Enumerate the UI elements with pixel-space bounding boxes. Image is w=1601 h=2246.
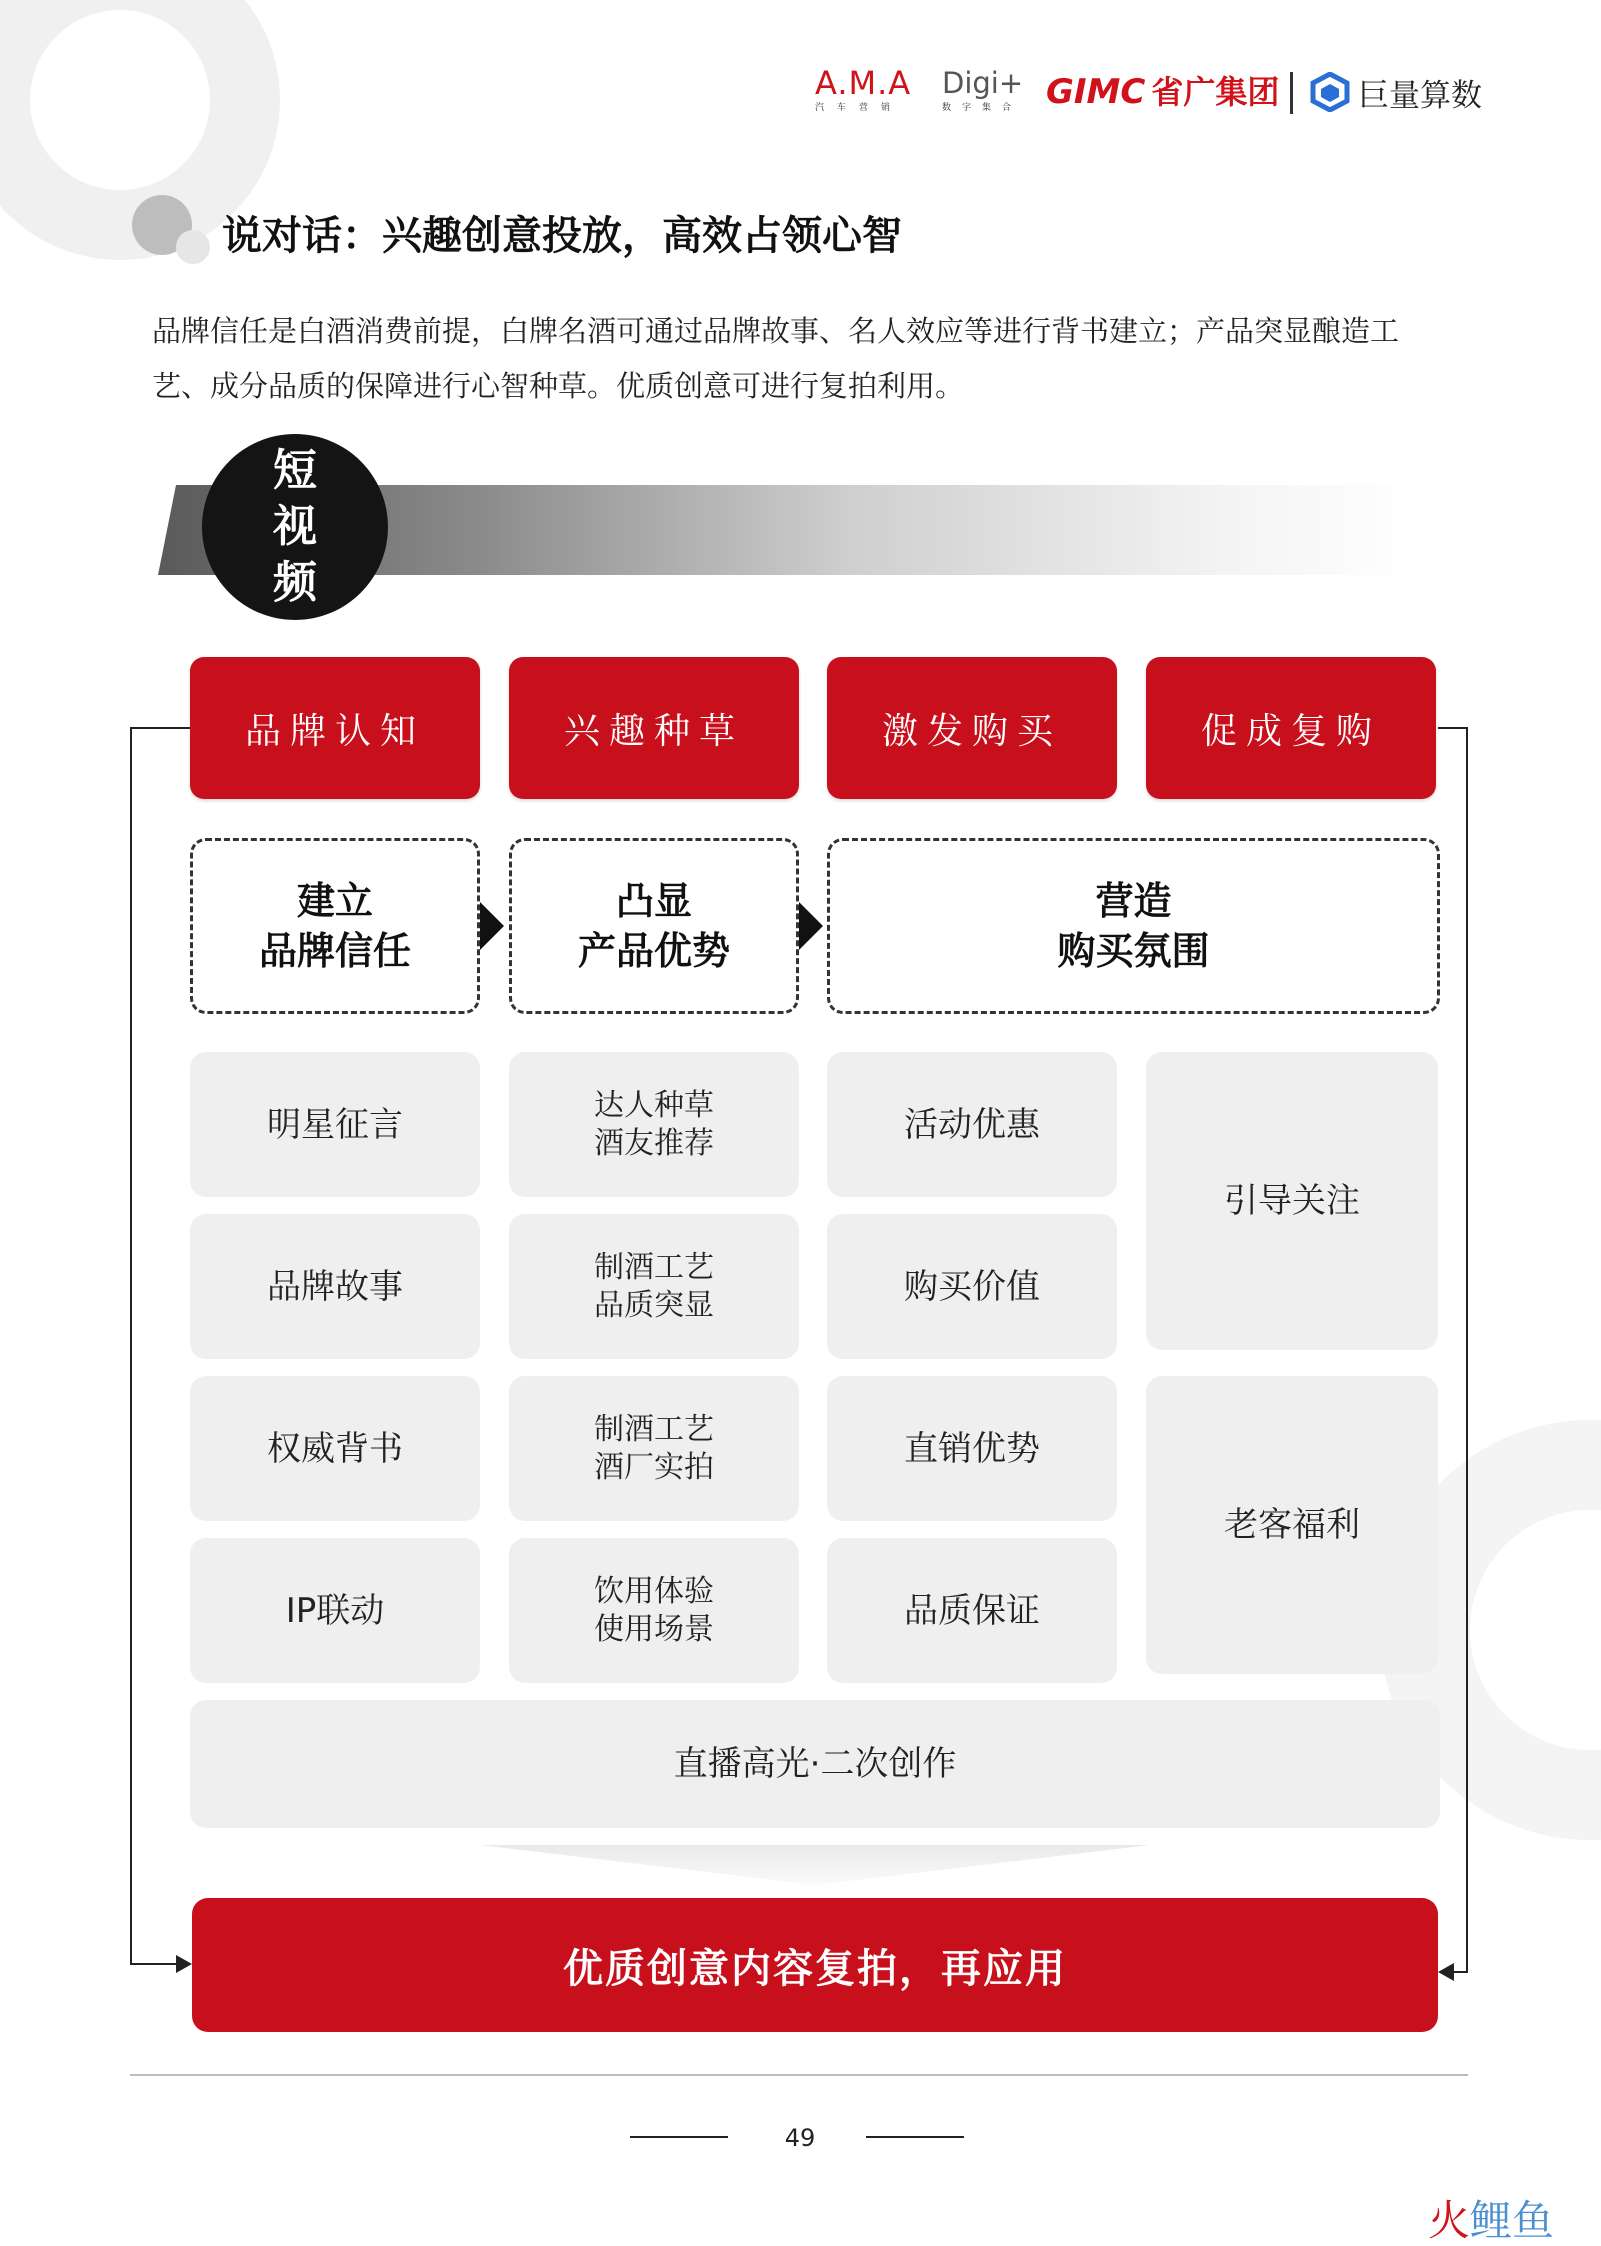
tactic-cell xyxy=(190,1214,480,1359)
digi-logo-subtitle: 数字集合 xyxy=(942,103,1023,113)
tactic-label: 酒友推荐 xyxy=(594,1125,714,1161)
tactic-label: 饮用体验 xyxy=(594,1573,714,1609)
badge-char: 视 xyxy=(273,501,317,552)
loop-line-left-bottom xyxy=(130,1963,180,1965)
tactic-cell xyxy=(1146,1376,1438,1674)
tactic-label: 权威背书 xyxy=(267,1428,403,1469)
goal-line1: 凸显 xyxy=(615,879,692,923)
tactic-label: 制酒工艺 xyxy=(594,1249,714,1285)
tactic-cell xyxy=(509,1052,799,1197)
tactic-cell xyxy=(827,1538,1117,1683)
tactic-label: 明星征言 xyxy=(267,1104,403,1145)
digi-logo xyxy=(942,66,1032,116)
tactic-cell xyxy=(190,1052,480,1197)
goal-highlight-product xyxy=(509,838,799,1014)
goal-line1: 营造 xyxy=(1095,879,1172,923)
tactic-label: 直播高光·二次创作 xyxy=(673,1744,957,1784)
digi-logo-title: Digi+ xyxy=(942,66,1024,100)
goal-line2: 产品优势 xyxy=(577,929,730,973)
tactic-cell xyxy=(509,1376,799,1521)
section-intro: 品牌信任是白酒消费前提，白牌名酒可通过品牌故事、名人效应等进行背书建立；产品突显酿造工艺、成分品质的保障进行心智种草。优质创意可进行复拍利用。 xyxy=(152,314,1400,403)
watermark xyxy=(1428,2196,1554,2246)
loop-line-left-top xyxy=(130,727,192,729)
tactic-label: 老客福利 xyxy=(1224,1505,1360,1545)
heading-bullet-small xyxy=(176,230,210,264)
ama-logo-title: A.M.A xyxy=(815,64,912,102)
page-number-line-right xyxy=(866,2136,964,2138)
tactic-label: 酒厂实拍 xyxy=(594,1449,714,1485)
juliang-logo-icon xyxy=(1310,72,1350,112)
stage-interest-seeding: 兴趣种草 xyxy=(509,657,799,799)
tactic-cell xyxy=(827,1214,1117,1359)
goal-build-trust xyxy=(190,838,480,1014)
tactic-label: 活动优惠 xyxy=(904,1104,1040,1145)
juliang-logo-text: 巨量算数 xyxy=(1358,77,1482,114)
tactic-label: IP联动 xyxy=(285,1590,385,1631)
stage-brand-awareness: 品牌认知 xyxy=(190,657,480,799)
goal-purchase-atmosphere xyxy=(827,838,1440,1014)
stage-stimulate-purchase: 激发购买 xyxy=(827,657,1117,799)
tactic-label: 直销优势 xyxy=(904,1428,1040,1469)
goal-line2: 品牌信任 xyxy=(258,929,411,973)
tactic-label: 制酒工艺 xyxy=(594,1411,714,1447)
stage-repurchase: 促成复购 xyxy=(1146,657,1436,799)
reuse-creative-banner: 优质创意内容复拍，再应用 xyxy=(192,1898,1438,2032)
juliang-logo xyxy=(1310,68,1482,116)
badge-char: 短 xyxy=(273,445,317,496)
tactic-label: 使用场景 xyxy=(594,1611,714,1647)
tactic-label: 购买价值 xyxy=(904,1266,1040,1307)
loop-line-right-vertical xyxy=(1466,727,1468,1973)
tactic-label: 达人种草 xyxy=(594,1087,714,1123)
gimc-logo-cn: 省广集团 xyxy=(1151,73,1280,111)
tactic-label: 品质突显 xyxy=(594,1287,714,1323)
page-number-line-left xyxy=(630,2136,728,2138)
short-video-badge xyxy=(202,434,388,620)
tactic-label: 品牌故事 xyxy=(267,1266,403,1307)
goal-line1: 建立 xyxy=(296,879,373,923)
live-highlight-row xyxy=(190,1700,1440,1828)
arrow-right-icon xyxy=(176,1955,192,1973)
tactic-cell xyxy=(827,1376,1117,1521)
loop-line-right-bottom xyxy=(1454,1971,1468,1973)
tactic-cell xyxy=(190,1376,480,1521)
gimc-logo xyxy=(1046,72,1279,112)
ama-logo xyxy=(815,66,915,116)
watermark-part: 火 xyxy=(1428,2196,1471,2245)
tactic-cell xyxy=(827,1052,1117,1197)
tactic-cell xyxy=(509,1214,799,1359)
arrow-right-icon xyxy=(799,902,823,950)
badge-char: 频 xyxy=(273,557,317,608)
footer-divider xyxy=(130,2074,1468,2076)
ama-logo-subtitle: 汽车营销 xyxy=(815,103,904,113)
loop-line-left-vertical xyxy=(130,727,132,1965)
logo-divider xyxy=(1290,72,1293,114)
section-heading: 说对话：兴趣创意投放，高效占领心智 xyxy=(222,213,902,259)
loop-line-right-top xyxy=(1438,727,1468,729)
watermark-part: 鲤鱼 xyxy=(1470,2196,1555,2245)
tactic-cell xyxy=(1146,1052,1438,1350)
tactic-label: 品质保证 xyxy=(904,1590,1040,1631)
goal-line2: 购买氛围 xyxy=(1057,929,1210,973)
tactic-label: 引导关注 xyxy=(1224,1181,1360,1221)
arrow-left-icon xyxy=(1438,1963,1454,1981)
arrow-right-icon xyxy=(480,902,504,950)
tactic-cell xyxy=(509,1538,799,1683)
tactic-cell xyxy=(190,1538,480,1683)
gimc-logo-en: GIMC xyxy=(1046,72,1146,112)
page-number: 49 xyxy=(784,2124,816,2152)
down-chevron-shape xyxy=(480,1845,1150,1885)
